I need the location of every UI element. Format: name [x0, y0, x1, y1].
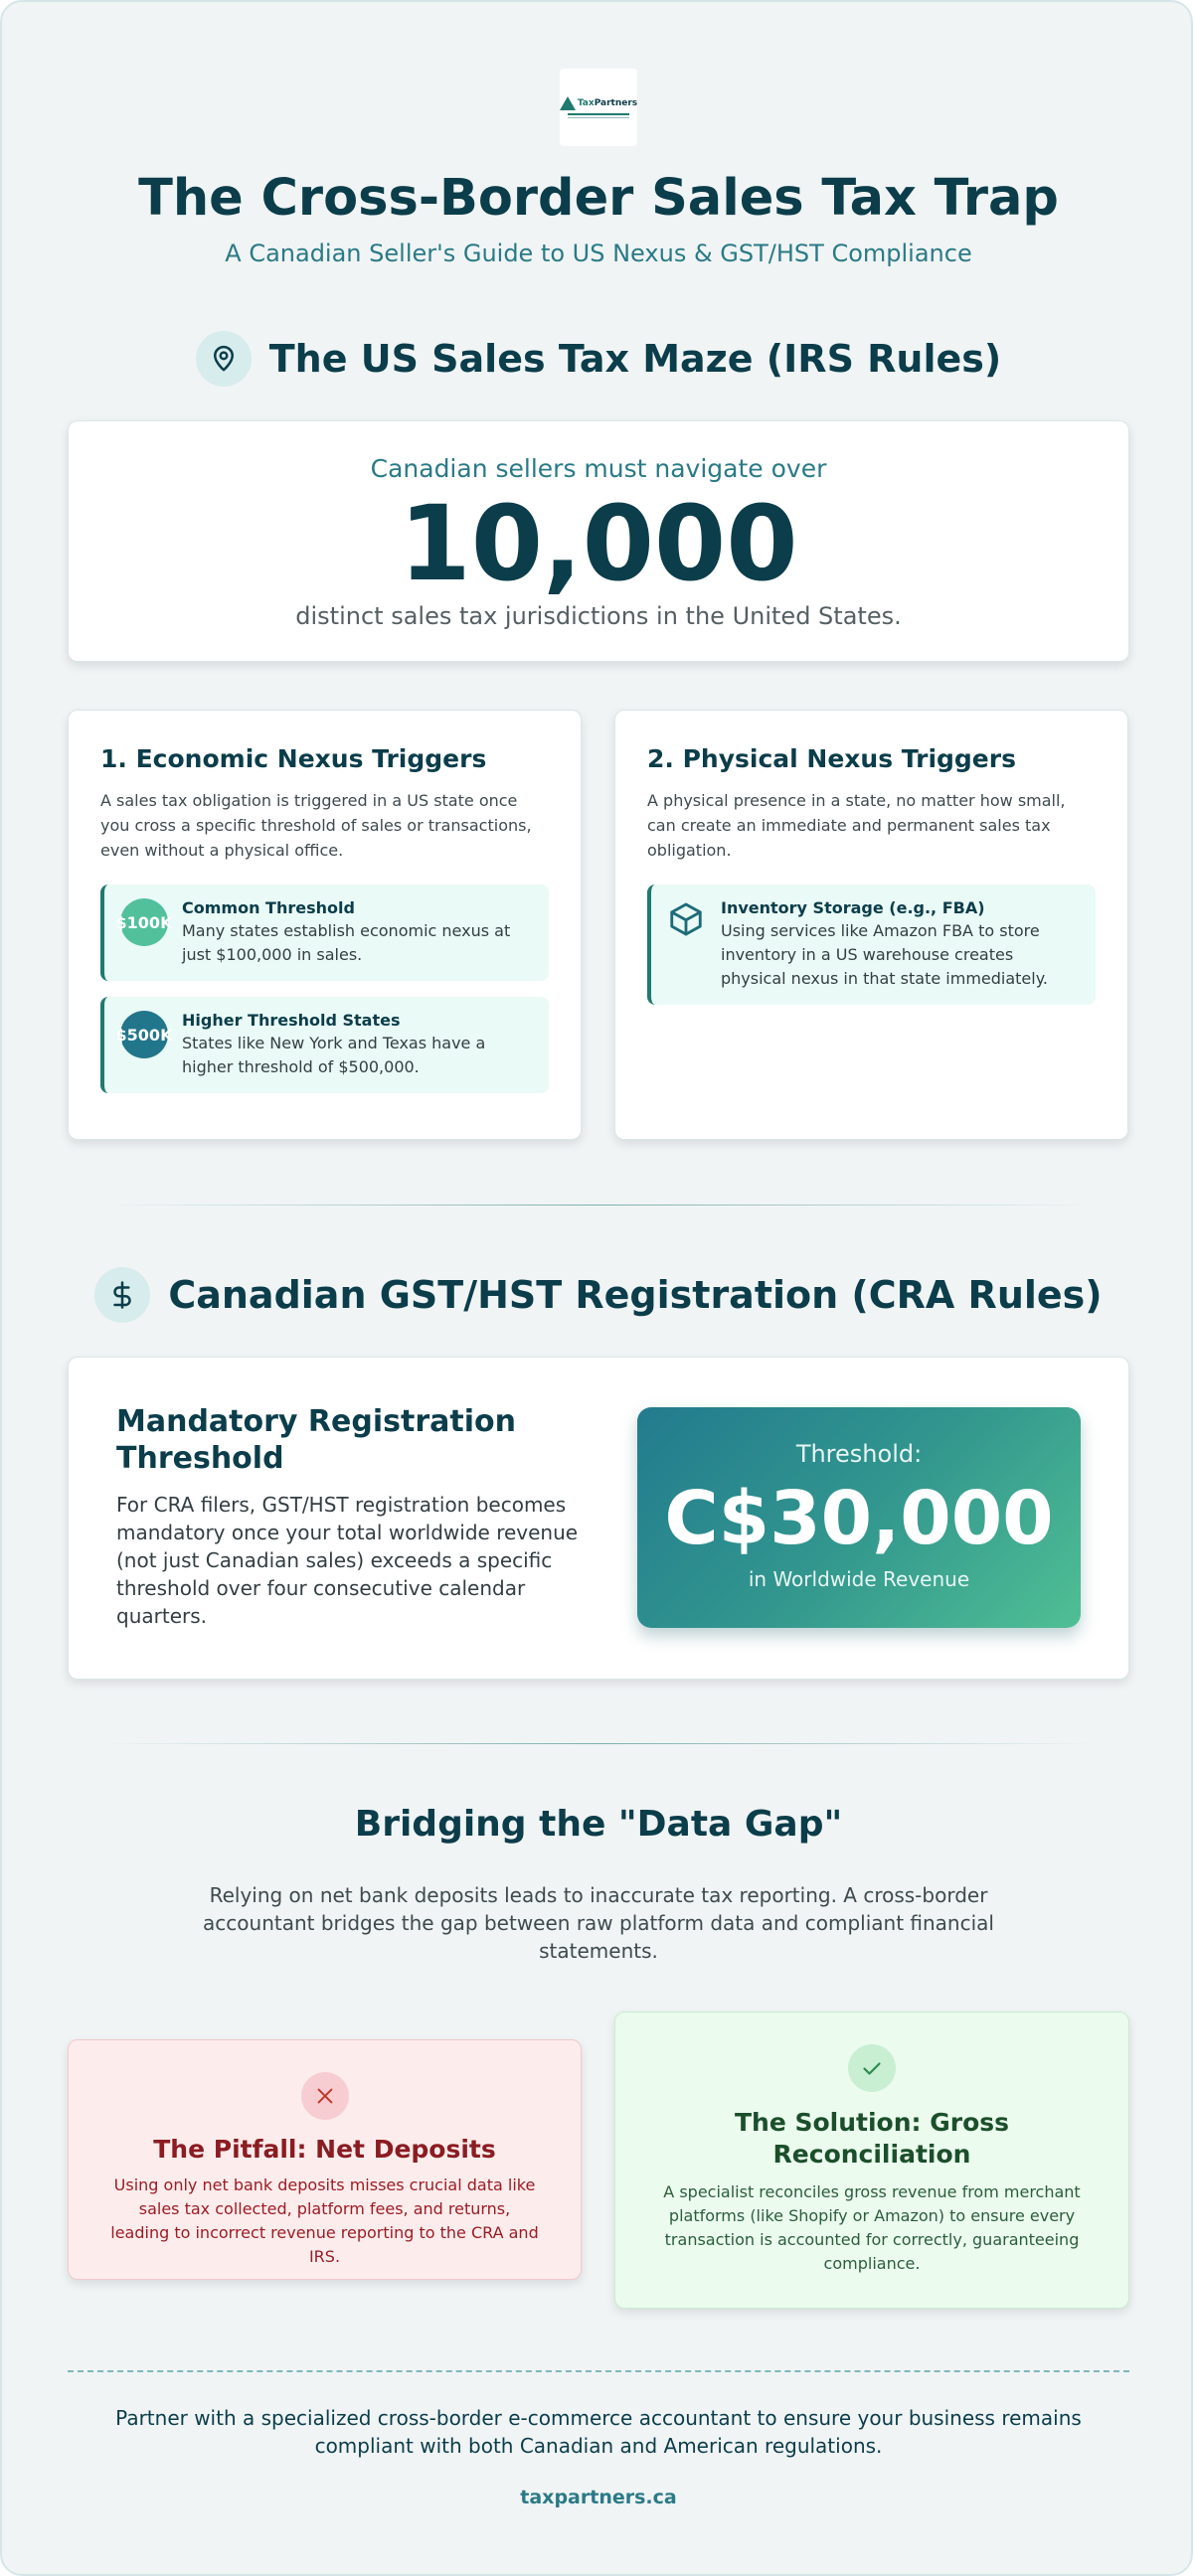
- pitfall-title: The Pitfall: Net Deposits: [153, 2135, 496, 2164]
- ca-section-header: [2, 1267, 1195, 1323]
- registration-threshold-card: [68, 1357, 1129, 1680]
- inventory-storage-item: [647, 885, 1096, 1005]
- closing-text: Partner with a specialized cross-border e-commerce accountant to ensure your business remains compliant with both Canadian and American regulations.: [115, 2406, 1082, 2458]
- trigger-title: Higher Threshold States: [182, 1011, 401, 1030]
- stat-caption: distinct sales tax jurisdictions in the United States.: [295, 602, 902, 630]
- trigger-title: Common Threshold: [182, 898, 355, 917]
- ca-section-title: Canadian GST/HST Registration (CRA Rules): [168, 1273, 1103, 1317]
- website-link[interactable]: taxpartners.ca: [520, 2487, 677, 2508]
- economic-nexus-title: 1. Economic Nexus Triggers: [100, 744, 487, 773]
- threshold-label: Threshold:: [795, 1440, 923, 1468]
- page-title: The Cross-Border Sales Tax Trap: [138, 169, 1059, 228]
- pitfall-text: Using only net bank deposits misses crucial data like sales tax collected, platform fees, and returns, leading to incorrect revenue reporting to the CRA and IRS.: [110, 2175, 539, 2266]
- data-gap-title: Bridging the "Data Gap": [354, 1804, 843, 1845]
- data-gap-intro: Relying on net bank deposits leads to inaccurate tax reporting. A cross-border accountant bridges the gap between raw platform data and compliant financial statements.: [203, 1883, 994, 1963]
- stat-intro: Canadian sellers must navigate over: [370, 454, 827, 483]
- solution-text: A specialist reconciles gross revenue from merchant platforms (like Shopify or Amazon) to ensure every transaction is accounted for correctly, guaranteeing compliance.: [663, 2182, 1081, 2273]
- us-section-header: [2, 331, 1195, 387]
- threshold-value: C$30,000: [664, 1476, 1054, 1561]
- trigger-title: Inventory Storage (e.g., FBA): [721, 898, 985, 917]
- pitfall-card: [68, 2039, 582, 2280]
- trigger-text: Using services like Amazon FBA to store inventory in a US warehouse creates physical nexus in that state immediately.: [721, 921, 1048, 988]
- section-divider: [101, 1743, 1096, 1744]
- dollar-icon: [94, 1267, 150, 1323]
- footer-divider: [68, 2370, 1129, 2372]
- physical-nexus-title: 2. Physical Nexus Triggers: [647, 744, 1016, 773]
- stat-value: 10,000: [399, 483, 798, 604]
- common-threshold-item: [100, 885, 549, 981]
- threshold-badge: $100K: [120, 898, 168, 946]
- map-pin-icon: [196, 331, 252, 387]
- trigger-text: States like New York and Texas have a higher threshold of $500,000.: [182, 1034, 486, 1076]
- solution-card: [614, 2012, 1129, 2309]
- logo-text: TaxPartners: [577, 98, 638, 108]
- economic-nexus-card: [68, 710, 582, 1140]
- higher-threshold-item: [100, 997, 549, 1093]
- check-icon: [848, 2044, 896, 2092]
- us-section-title: The US Sales Tax Maze (IRS Rules): [268, 337, 1002, 381]
- threshold-badge: $500K: [120, 1011, 168, 1058]
- page-subtitle: A Canadian Seller's Guide to US Nexus & GST/HST Compliance: [225, 240, 972, 267]
- jurisdiction-stat-card: [68, 420, 1129, 662]
- tax-partners-logo: [560, 69, 637, 146]
- logo-triangle-icon: [560, 96, 576, 110]
- solution-title: The Solution: Gross Reconciliation: [734, 2108, 1010, 2169]
- threshold-note: in Worldwide Revenue: [748, 1567, 970, 1591]
- section-divider: [101, 1205, 1096, 1206]
- registration-title: Mandatory Registration Threshold: [116, 1404, 516, 1476]
- registration-text: For CRA filers, GST/HST registration becomes mandatory once your total worldwide revenue (not just Canadian sales) exceeds a specific threshold over four consecutive calendar quarters.: [116, 1493, 579, 1628]
- economic-nexus-description: A sales tax obligation is triggered in a US state once you cross a specific threshold of sales or transactions, even without a physical office.: [100, 791, 532, 860]
- threshold-box: [637, 1407, 1081, 1628]
- x-icon: [301, 2072, 349, 2120]
- physical-nexus-card: [614, 710, 1128, 1140]
- trigger-text: Many states establish economic nexus at just $100,000 in sales.: [182, 921, 511, 964]
- box-icon: [667, 898, 707, 942]
- physical-nexus-description: A physical presence in a state, no matter how small, can create an immediate and permanent sales tax obligation.: [647, 791, 1066, 860]
